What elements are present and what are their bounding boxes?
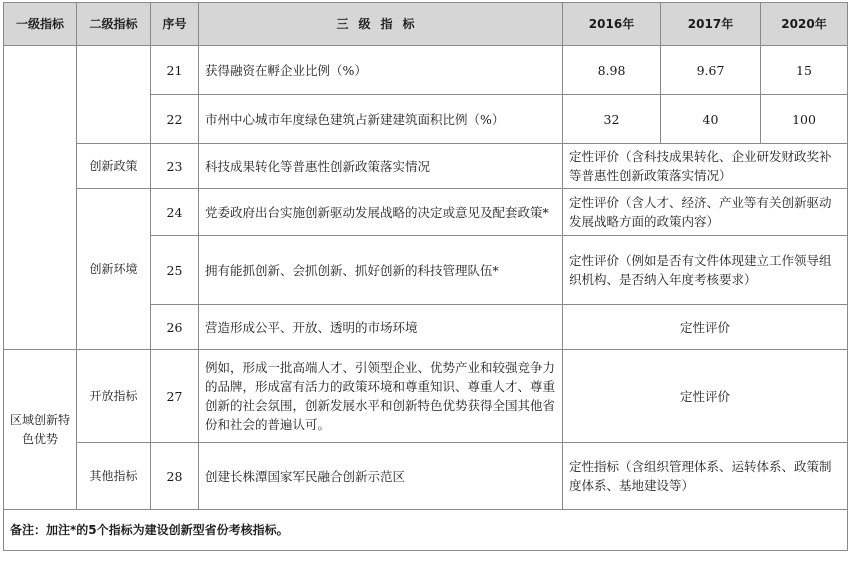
header-tier2: 二级指标 xyxy=(77,3,151,46)
evaluation-cell: 定性评价 xyxy=(563,350,848,443)
evaluation-cell: 定性评价 xyxy=(563,305,848,350)
indicator-name: 获得融资在孵企业比例（%） xyxy=(199,46,563,95)
indicator-name: 营造形成公平、开放、透明的市场环境 xyxy=(199,305,563,350)
seq-cell: 25 xyxy=(151,236,199,305)
header-2017: 2017年 xyxy=(661,3,761,46)
tier2-other: 其他指标 xyxy=(77,443,151,510)
note-row xyxy=(4,510,848,551)
value-2017: 9.67 xyxy=(661,46,761,95)
seq-cell: 21 xyxy=(151,46,199,95)
seq-cell: 23 xyxy=(151,144,199,189)
indicator-name: 党委政府出台实施创新驱动发展战略的决定或意见及配套政策* xyxy=(199,189,563,236)
header-2020: 2020年 xyxy=(761,3,848,46)
seq-cell: 27 xyxy=(151,350,199,443)
evaluation-cell: 定性评价（含科技成果转化、企业研发财政奖补等普惠性创新政策落实情况） xyxy=(563,144,848,189)
header-row xyxy=(4,3,848,46)
header-tier1: 一级指标 xyxy=(4,3,77,46)
indicator-name: 拥有能抓创新、会抓创新、抓好创新的科技管理队伍* xyxy=(199,236,563,305)
value-2016: 32 xyxy=(563,95,661,144)
seq-cell: 22 xyxy=(151,95,199,144)
header-2016: 2016年 xyxy=(563,3,661,46)
indicator-table xyxy=(3,2,848,551)
tier1-cell-empty xyxy=(4,46,77,350)
indicator-name: 创建长株潭国家军民融合创新示范区 xyxy=(199,443,563,510)
value-2017: 40 xyxy=(661,95,761,144)
seq-cell: 26 xyxy=(151,305,199,350)
table-row xyxy=(4,350,848,443)
tier1-regional-advantage: 区域创新特色优势 xyxy=(4,350,77,510)
header-tier3: 三级指标 xyxy=(199,3,563,46)
value-2016: 8.98 xyxy=(563,46,661,95)
header-seq: 序号 xyxy=(151,3,199,46)
value-2020: 15 xyxy=(761,46,848,95)
table-row xyxy=(4,46,848,95)
indicator-name: 市州中心城市年度绿色建筑占新建建筑面积比例（%） xyxy=(199,95,563,144)
seq-cell: 28 xyxy=(151,443,199,510)
seq-cell: 24 xyxy=(151,189,199,236)
table-row xyxy=(4,443,848,510)
tier2-innovation-environment: 创新环境 xyxy=(77,189,151,350)
evaluation-cell: 定性评价（含人才、经济、产业等有关创新驱动发展战略方面的政策内容） xyxy=(563,189,848,236)
tier2-innovation-policy: 创新政策 xyxy=(77,144,151,189)
value-2020: 100 xyxy=(761,95,848,144)
table-row xyxy=(4,189,848,236)
table-row xyxy=(4,144,848,189)
indicator-name: 例如，形成一批高端人才、引领型企业、优势产业和较强竞争力的品牌，形成富有活力的政策环境和尊重知识、尊重人才、尊重创新的社会氛围，创新发展水平和创新特色优势获得全国其他省份和社会的普遍认可。 xyxy=(199,350,563,443)
tier2-openness: 开放指标 xyxy=(77,350,151,443)
tier2-cell-empty xyxy=(77,46,151,144)
indicator-name: 科技成果转化等普惠性创新政策落实情况 xyxy=(199,144,563,189)
evaluation-cell: 定性指标（含组织管理体系、运转体系、政策制度体系、基地建设等） xyxy=(563,443,848,510)
table-note: 备注：加注*的5个指标为建设创新型省份考核指标。 xyxy=(4,510,848,551)
evaluation-cell: 定性评价（例如是否有文件体现建立工作领导组织机构、是否纳入年度考核要求） xyxy=(563,236,848,305)
